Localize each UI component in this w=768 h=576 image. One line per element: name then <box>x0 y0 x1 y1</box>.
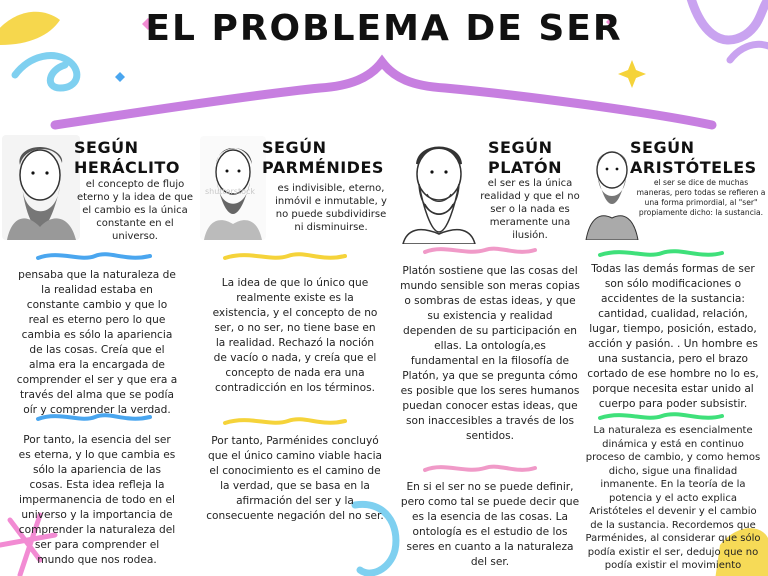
squiggle-yellow <box>225 254 345 258</box>
heading-parmenides <box>262 138 384 178</box>
paragraph-aristoteles-2: La naturaleza es esencialmente dinámica y está en continuo proceso de cambio, y como hemos dicho, sigue una finalidad inmanente. En la teoría de la potencia y el acto explica Aristóteles el devenir y el cambio de la sustancia. Recordemos que Parménides, al considerar que sólo podía existir el ser, dedujo que no podía existir el movimiento <box>585 425 761 571</box>
paragraph-heraclito-1: pensaba que la naturaleza de la realidad estaba en constante cambio y que lo real es eterno pero lo que cambia es sólo la apariencia de las cosas. Creía que el alma era la encargada de comprender el ser y que era a través del alma que se podía oír y comprender la verdad. <box>16 269 178 416</box>
squiggle-pink <box>425 467 535 470</box>
heading-line1: SEGÚN <box>488 138 553 157</box>
definition-aristoteles: el ser se dice de muchas maneras, pero todas se refieren a una forma primordial, al "ser" propiamente dicho: la sustancia. <box>636 178 766 217</box>
definition-platon: el ser es la única realidad y que el no ser o la nada es meramente una ilusión. <box>480 178 580 241</box>
diamond-icon <box>115 72 125 82</box>
heading-line2: PLATÓN <box>488 158 562 177</box>
heading-line1: SEGÚN <box>74 138 139 157</box>
watermark: shutterstock <box>205 187 256 196</box>
squiggle-blue <box>38 254 150 258</box>
definition-heraclito: el concepto de flujo eterno y la idea de que el cambio es la única constante en el universo. <box>76 179 194 242</box>
heading-line1: SEGÚN <box>262 138 327 157</box>
paragraph-parmenides-1: La idea de que lo único que realmente existe es la existencia, y el concepto de no ser, o no ser, no tiene base en la realidad. Rechazó la noción de vacío o nada, y creía que el concepto de nada era una contradicción en los términos. <box>212 277 378 394</box>
squiggle-pink <box>425 249 535 252</box>
definition-parmenides: es indivisible, eterno, inmóvil e inmutable, y no puede subdividirse ni disminuirse. <box>275 183 387 233</box>
squiggle-yellow <box>225 419 345 423</box>
paragraph-parmenides-2: Por tanto, Parménides concluyó que el único camino viable hacia el conocimiento es el camino de la verdad, que se basa en la afirmación del ser y la consecuente negación del no ser. <box>206 435 384 522</box>
plato-bust <box>395 134 483 244</box>
blue-doodle <box>15 56 77 88</box>
paragraph-aristoteles-1: Todas las demás formas de ser son sólo modificaciones o accidentes de la sustancia: cantidad, cualidad, relación, lugar, tiempo, posición, estado, acción y pasión. . Un hombre es una sustancia, pero el brazo cortado de ese hombre no lo es, porque necesita estar unido al cuerpo para poder subsistir. <box>587 263 759 410</box>
heading-heraclito <box>74 138 180 178</box>
heading-line2: ARISTÓTELES <box>630 158 757 177</box>
heading-platon <box>488 138 562 178</box>
parmenides-portrait <box>200 136 266 240</box>
heading-aristoteles <box>630 138 757 178</box>
heading-line2: HERÁCLITO <box>74 158 180 177</box>
heraclitus-portrait <box>2 135 80 240</box>
paragraph-platon-1: Platón sostiene que las cosas del mundo sensible son meras copias o sombras de estas ideas, y que su existencia y realidad dependen de su participación en ellas. La ontología,es fundamental en la filosofía de Platón, ya que se pregunta cómo es posible que los seres humanos puedan conocer estas ideas, que son inaccesibles a través de los sentidos. <box>400 265 580 442</box>
sparkle-icon <box>618 60 646 88</box>
heading-line2: PARMÉNIDES <box>262 158 384 177</box>
page-title: EL PROBLEMA DE SER <box>145 8 623 49</box>
squiggle-green <box>600 414 722 418</box>
paragraph-platon-2: En si el ser no se puede definir, pero como tal se puede decir que es la esencia de las cosas. La ontología es el estudio de los seres en cuanto a la naturaleza del ser. <box>400 481 580 568</box>
heading-line1: SEGÚN <box>630 138 695 157</box>
header-arc <box>55 62 712 125</box>
squiggle-green <box>600 251 722 255</box>
paragraph-heraclito-2: Por tanto, la esencia del ser es eterna, y lo que cambia es sólo la apariencia de las cosas. Esta idea refleja la impermanencia de todo en el universo y la importancia de comprender la naturaleza del ser para comprender el mundo que nos rodea. <box>18 434 176 566</box>
